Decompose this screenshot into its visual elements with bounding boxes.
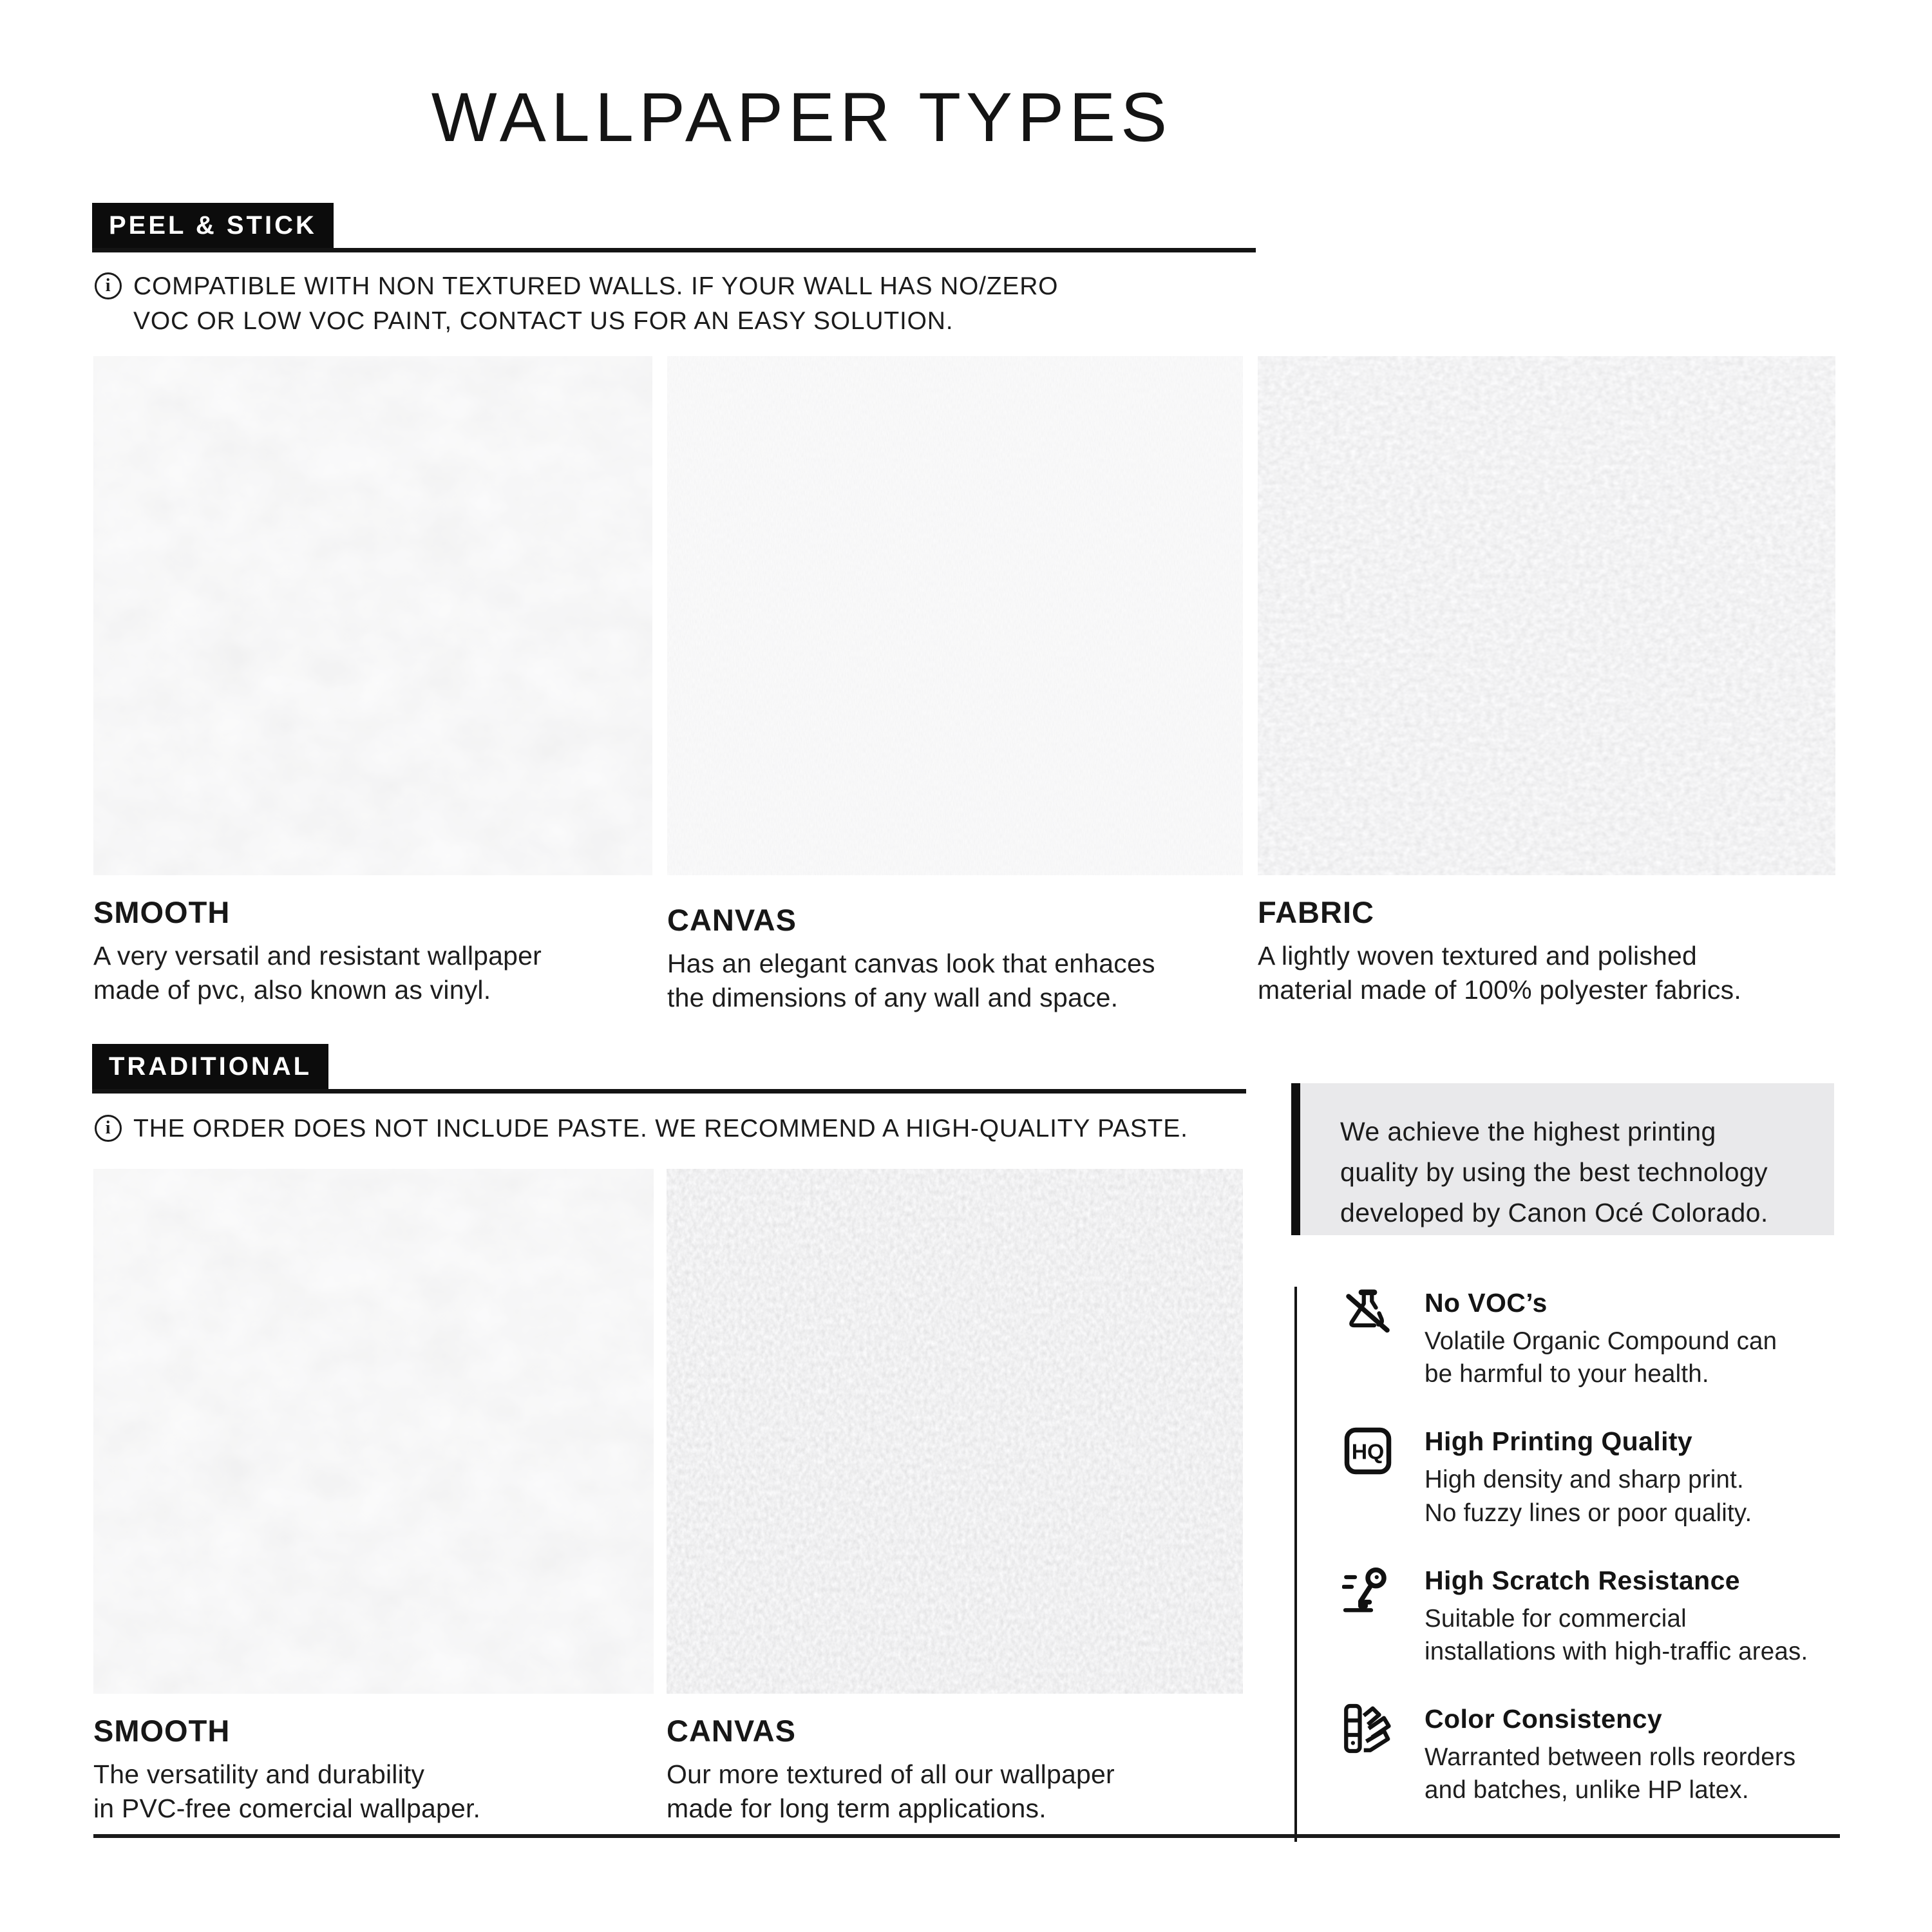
desc-line: in PVC-free comercial wallpaper. [93, 1794, 481, 1824]
feature-text [1425, 1425, 1752, 1529]
callout-line: developed by Canon Océ Colorado. [1340, 1198, 1768, 1228]
feature-no-vocs [1342, 1287, 1833, 1390]
desc-line: material made of 100% polyester fabrics. [1258, 975, 1741, 1005]
traditional-note-text [133, 1112, 1188, 1146]
desc-line: A lightly woven textured and polished [1258, 941, 1698, 971]
swatch-name: FABRIC [1258, 895, 1374, 929]
desc-line: The versatility and durability [93, 1759, 425, 1789]
swatch-description [93, 1757, 654, 1826]
desc-line: made for long term applications. [667, 1794, 1046, 1824]
desc-line: be harmful to your health. [1425, 1360, 1709, 1388]
swatch-description [667, 1757, 1243, 1826]
swatch-image-peel-fabric [1258, 356, 1835, 875]
feature-color-consistency [1342, 1703, 1833, 1806]
swatch-description [667, 947, 1243, 1016]
feature-high-printing-quality [1342, 1425, 1833, 1529]
desc-line: Suitable for commercial [1425, 1604, 1687, 1633]
bottom-divider [93, 1834, 1840, 1838]
desc-line: Warranted between rolls reorders [1425, 1743, 1796, 1772]
swatch-description [1258, 939, 1835, 1008]
hq-badge-icon [1342, 1425, 1395, 1481]
swatch-image-trad-smooth [93, 1169, 654, 1694]
swatch-column-peel-smooth [93, 356, 652, 1016]
note-line: VOC OR LOW VOC PAINT, CONTACT US FOR AN EASY SOLUTION. [133, 307, 954, 335]
desc-line: No fuzzy lines or poor quality. [1425, 1499, 1752, 1527]
section-header-traditional [92, 1044, 1246, 1094]
feature-title: No VOC’s [1425, 1288, 1548, 1318]
features-list [1294, 1287, 1833, 1842]
burlap-texture [667, 1169, 1243, 1694]
peel-stick-note [95, 269, 1058, 339]
desc-line: the dimensions of any wall and space. [667, 983, 1119, 1013]
feature-description [1425, 1602, 1808, 1668]
feature-text [1425, 1564, 1808, 1668]
desc-line: installations with high-traffic areas. [1425, 1638, 1808, 1666]
note-line: THE ORDER DOES NOT INCLUDE PASTE. WE RECOMMEND A HIGH-QUALITY PASTE. [133, 1115, 1188, 1142]
feature-description [1425, 1325, 1777, 1390]
callout-line: We achieve the highest printing [1340, 1117, 1716, 1146]
swatch-name: CANVAS [667, 1714, 796, 1748]
desc-line: Our more textured of all our wallpaper [667, 1759, 1115, 1789]
swatch-column-peel-canvas [667, 356, 1243, 1016]
feature-high-scratch-resistance [1342, 1564, 1833, 1668]
section-label-peel-stick: PEEL & STICK [92, 203, 334, 248]
info-icon: i [95, 1115, 122, 1142]
feature-description [1425, 1741, 1795, 1806]
section-header-peel-stick [92, 203, 1256, 252]
smooth-texture [93, 1169, 654, 1694]
swatch-name: SMOOTH [93, 895, 231, 929]
feature-description [1425, 1463, 1752, 1529]
smooth-texture [93, 356, 652, 875]
color-swatch-fan-icon [1342, 1703, 1395, 1758]
swatch-name: CANVAS [667, 903, 797, 937]
desc-line: and batches, unlike HP latex. [1425, 1776, 1749, 1804]
note-line: COMPATIBLE WITH NON TEXTURED WALLS. IF YOUR WALL HAS NO/ZERO [133, 272, 1059, 300]
section-label-traditional: TRADITIONAL [92, 1044, 328, 1089]
no-voc-flask-icon [1342, 1287, 1395, 1342]
page-title: WALLPAPER TYPES [431, 78, 1173, 156]
peel-stick-note-text [133, 269, 1058, 339]
callout-line: quality by using the best technology [1340, 1157, 1768, 1188]
swatch-image-peel-canvas [667, 356, 1243, 875]
desc-line: Has an elegant canvas look that enhaces [667, 949, 1155, 978]
feature-title: High Printing Quality [1425, 1426, 1693, 1457]
swatch-image-trad-canvas [667, 1169, 1243, 1694]
traditional-swatches [93, 1169, 1243, 1826]
feature-title: Color Consistency [1425, 1704, 1663, 1734]
desc-line: Volatile Organic Compound can [1425, 1327, 1777, 1355]
key-scratch-icon [1342, 1564, 1395, 1620]
hq-badge-text: HQ [1351, 1439, 1385, 1464]
desc-line: High density and sharp print. [1425, 1466, 1744, 1494]
desc-line: A very versatil and resistant wallpaper [93, 941, 542, 971]
feature-title: High Scratch Resistance [1425, 1565, 1740, 1595]
peel-stick-swatches [93, 356, 1835, 1016]
print-quality-callout [1291, 1083, 1834, 1235]
swatch-column-trad-canvas [667, 1169, 1243, 1826]
feature-text [1425, 1703, 1795, 1806]
feature-text [1425, 1287, 1777, 1390]
swatch-description [93, 939, 652, 1008]
traditional-note [95, 1112, 1188, 1146]
fabric-texture [1258, 356, 1835, 875]
swatch-image-peel-smooth [93, 356, 652, 875]
swatch-column-peel-fabric [1258, 356, 1835, 1016]
swatch-name: SMOOTH [93, 1714, 231, 1748]
desc-line: made of pvc, also known as vinyl. [93, 975, 491, 1005]
info-icon: i [95, 272, 122, 299]
canvas-texture [667, 356, 1243, 875]
swatch-column-trad-smooth [93, 1169, 654, 1826]
